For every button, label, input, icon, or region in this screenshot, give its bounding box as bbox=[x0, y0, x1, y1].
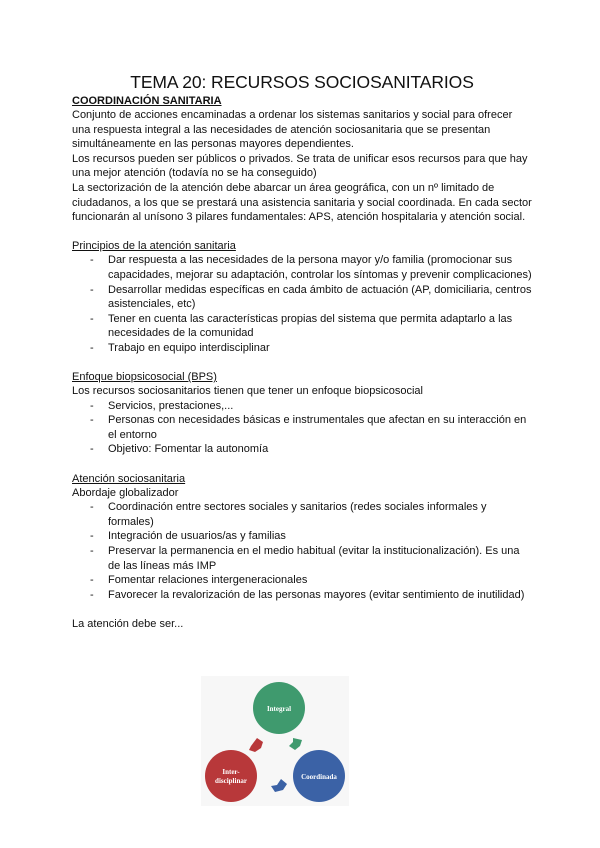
list-item: - Objetivo: Fomentar la autonomía bbox=[72, 442, 532, 457]
paragraph: Los recursos sociosanitarios tienen que tener un enfoque biopsicosocial bbox=[72, 385, 423, 398]
list-item: - Integración de usuarios/as y familias bbox=[72, 529, 532, 544]
node-interdisciplinar-label-2: disciplinar bbox=[215, 777, 247, 785]
atencion-list bbox=[72, 500, 532, 602]
section-heading-atencion: Atención sociosanitaria bbox=[72, 472, 186, 485]
principios-list bbox=[72, 253, 532, 355]
list-item: - Desarrollar medidas específicas en cada ámbito de actuación (AP, domiciliaria, centros asistenciales, etc) bbox=[72, 283, 532, 312]
node-interdisciplinar bbox=[205, 750, 257, 802]
arrow-coordinada-to-interdisciplinar-icon bbox=[271, 779, 287, 792]
node-coordinada-label: Coordinada bbox=[301, 773, 337, 781]
section-heading-enfoque: Enfoque biopsicosocial (BPS) bbox=[72, 371, 217, 384]
list-item: - Personas con necesidades básicas e instrumentales que afectan en su interacción en el entorno bbox=[72, 413, 532, 442]
page-title: TEMA 20: RECURSOS SOCIOSANITARIOS bbox=[130, 72, 474, 92]
list-item: - Dar respuesta a las necesidades de la persona mayor y/o familia (promocionar sus capacidades, mejorar su adaptación, controlar los síntomas y prevenir complicaciones) bbox=[72, 253, 532, 282]
list-item: - Coordinación entre sectores sociales y sanitarios (redes sociales informales y formales) bbox=[72, 500, 532, 529]
arrow-interdisciplinar-to-integral-icon bbox=[249, 738, 263, 752]
paragraph: La sectorización de la atención debe abarcar un área geográfica, con un nº limitado de ciudadanos, a los que se prestará una asistencia sanitaria y social coordinada. En cada sector funcionarán al unísono 3 pilares fundamentales: APS, atención hospitalaria y atención social. bbox=[72, 181, 532, 224]
section-heading-principios: Principios de la atención sanitaria bbox=[72, 240, 236, 253]
list-item: - Trabajo en equipo interdisciplinar bbox=[72, 341, 532, 356]
node-integral-label: Integral bbox=[266, 705, 292, 713]
paragraph: Abordaje globalizador bbox=[72, 486, 179, 499]
document-page bbox=[72, 72, 532, 632]
cycle-diagram-svg bbox=[201, 676, 349, 806]
arrow-integral-to-coordinada-icon bbox=[289, 738, 302, 750]
node-interdisciplinar-label-1: Inter- bbox=[222, 768, 240, 776]
list-item: - Preservar la permanencia en el medio habitual (evitar la institucionalización). Es una de las líneas más IMP bbox=[72, 544, 532, 573]
section-heading-coordinacion: COORDINACIÓN SANITARIA bbox=[72, 95, 222, 107]
paragraph: Los recursos pueden ser públicos o privados. Se trata de unificar esos recursos para que hay una mejor atención (todavía no se ha conseguido) bbox=[72, 152, 528, 180]
paragraph: Conjunto de acciones encaminadas a ordenar los sistemas sanitarios y social para ofrecer una respuesta integral a las necesidades de atención sociosanitaria que se presentan simultáneamente en las personas mayores dependientes. bbox=[72, 109, 513, 151]
list-item: - Fomentar relaciones intergeneracionales bbox=[72, 573, 532, 588]
list-item: - Tener en cuenta las características propias del sistema que permita adaptarlo a las necesidades de la comunidad bbox=[72, 312, 532, 341]
enfoque-list bbox=[72, 399, 532, 457]
list-item: - Servicios, prestaciones,... bbox=[72, 399, 532, 414]
closing-text: La atención debe ser... bbox=[72, 618, 184, 630]
cycle-diagram bbox=[201, 676, 349, 806]
list-item: - Favorecer la revalorización de las personas mayores (evitar sentimiento de inutilidad) bbox=[72, 588, 532, 603]
